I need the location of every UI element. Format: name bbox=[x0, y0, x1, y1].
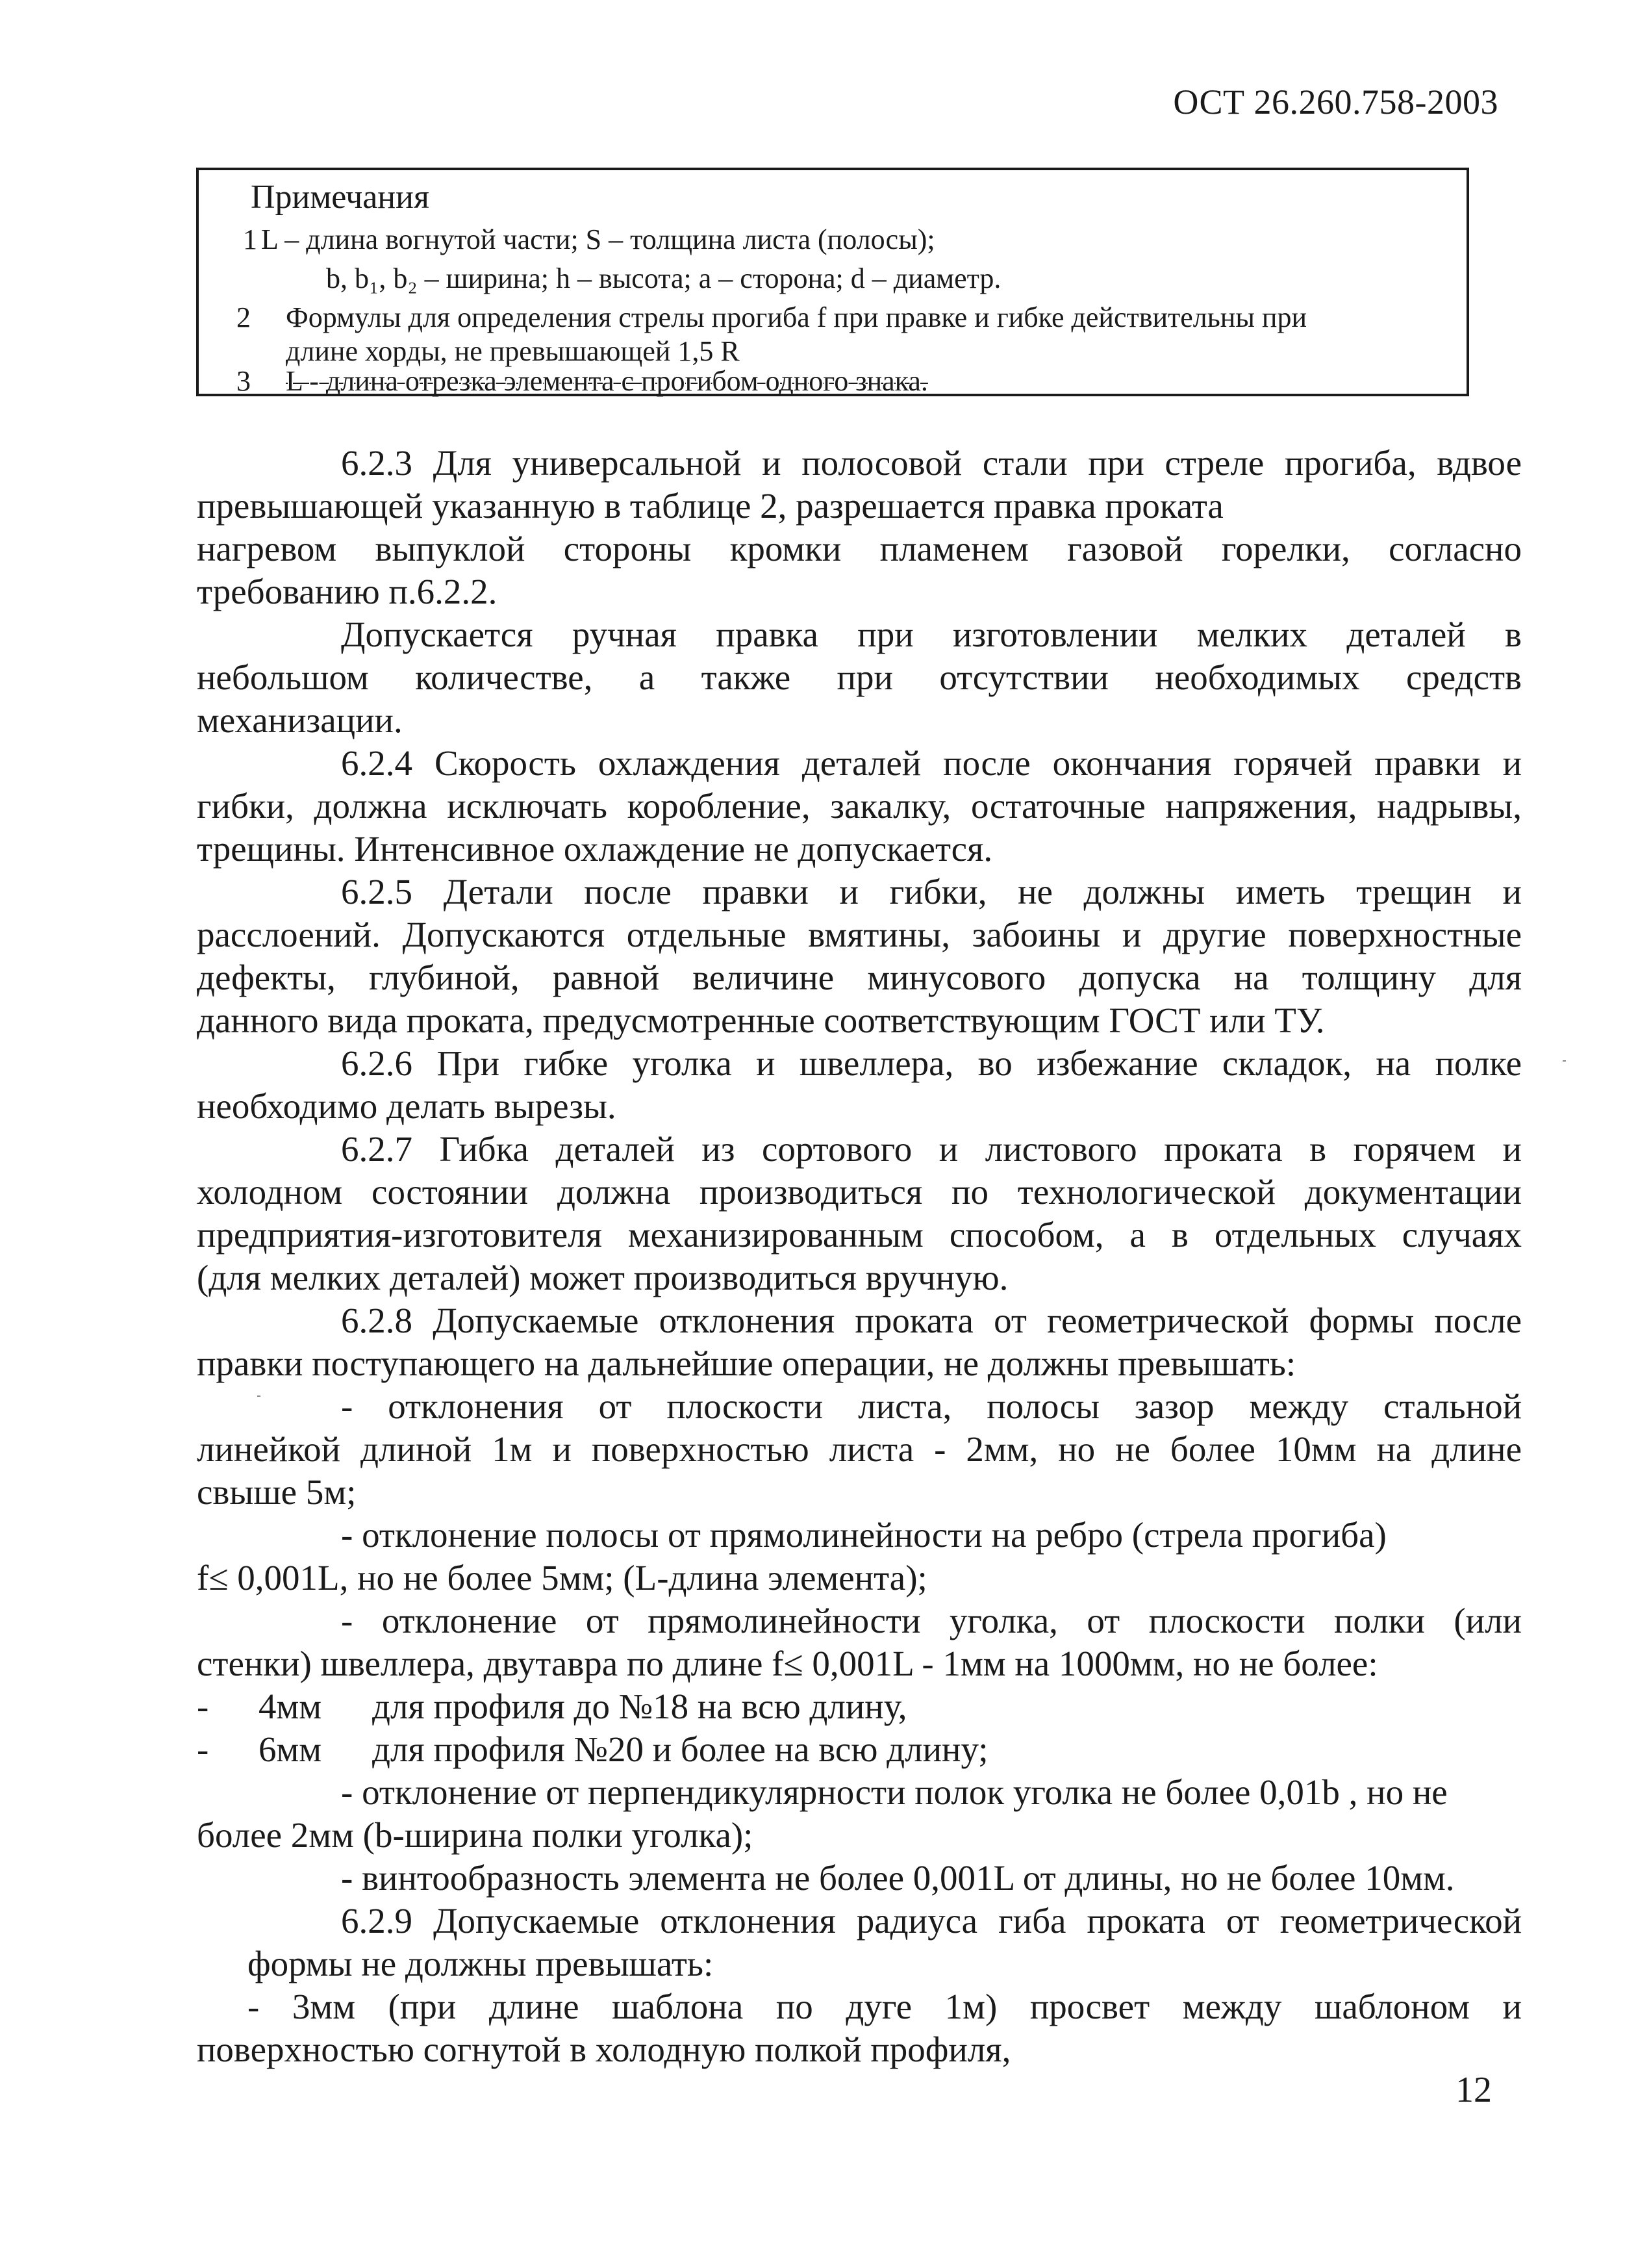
paragraph-6-2-4-line: гибки, должна исключать коробление, закалку, остаточные напряжения, надрывы, bbox=[197, 786, 1522, 826]
note-text: b, b₁, b₂ – ширина; h – высота; a – сторона; d – диаметр. bbox=[326, 262, 1001, 294]
notes-title: Примечания bbox=[251, 179, 429, 216]
radius-item-line: поверхностью согнутой в холодную полкой профиля, bbox=[197, 2030, 1011, 2069]
paragraph-6-2-5-line: расслоений. Допускаются отдельные вмятины, забоины и другие поверхностные bbox=[197, 915, 1522, 954]
paragraph-manual-line: механизации. bbox=[197, 700, 403, 740]
paragraph-6-2-6-line: 6.2.6 При гибке уголка и швеллера, во избежание складок, на полке bbox=[341, 1043, 1522, 1083]
paragraph-6-2-7-line: (для мелких деталей) может производиться вручную. bbox=[197, 1258, 1009, 1297]
note-text: L – длина вогнутой части; S – толщина листа (полосы); bbox=[261, 223, 935, 255]
deviation-item-line: линейкой длиной 1м и поверхностью листа - 2мм, но не более 10мм на длине bbox=[197, 1429, 1522, 1469]
tolerance-text: для профиля №20 и более на всю длину; bbox=[372, 1729, 989, 1769]
paragraph-6-2-4-line: трещины. Интенсивное охлаждение не допускается. bbox=[197, 829, 993, 869]
radius-item-line: - 3мм (при длине шаблона по дуге 1м) просвет между шаблоном и bbox=[247, 1987, 1522, 2026]
note-number: 2 bbox=[236, 301, 251, 333]
deviation-item-line: - отклонение от перпендикулярности полок уголка не более 0,01b , но не bbox=[341, 1772, 1448, 1812]
paragraph-6-2-3-line: требованию п.6.2.2. bbox=[197, 572, 498, 611]
note-number: 3 bbox=[236, 365, 251, 397]
paragraph-6-2-4-line: 6.2.4 Скорость охлаждения деталей после окончания горячей правки и bbox=[341, 743, 1522, 783]
profile-tolerance-item bbox=[197, 1728, 1522, 1771]
paragraph-6-2-7-line: холодном состоянии должна производиться по технологической документации bbox=[197, 1172, 1522, 1212]
paragraph-6-2-5-line: дефекты, глубиной, равной величине минусового допуска на толщину для bbox=[197, 958, 1522, 997]
deviation-item-line: - отклонение полосы от прямолинейности на ребро (стрела прогиба) bbox=[341, 1515, 1387, 1555]
deviation-item-line: - отклонения от плоскости листа, полосы зазор между стальной bbox=[341, 1386, 1522, 1426]
scan-speck bbox=[257, 1395, 260, 1397]
deviation-item-line: стенки) швеллера, двутавра по длине f≤ 0,001L - 1мм на 1000мм, но не более: bbox=[197, 1644, 1378, 1683]
tolerance-value: 4мм bbox=[258, 1687, 322, 1726]
paragraph-6-2-5-line: 6.2.5 Детали после правки и гибки, не должны иметь трещин и bbox=[341, 872, 1522, 911]
paragraph-manual-line: небольшом количестве, а также при отсутствии необходимых средств bbox=[197, 657, 1522, 697]
paragraph-6-2-3-line: нагревом выпуклой стороны кромки пламенем газовой горелки, согласно bbox=[197, 529, 1522, 568]
deviation-item-line: свыше 5м; bbox=[197, 1472, 357, 1512]
paragraph-6-2-9-line: 6.2.9 Допускаемые отклонения радиуса гиба проката от геометрической bbox=[341, 1901, 1522, 1941]
page-number: 12 bbox=[1455, 2070, 1492, 2110]
paragraph-6-2-5-line: данного вида проката, предусмотренные соответствующим ГОСТ или ТУ. bbox=[197, 1000, 1325, 1040]
paragraph-6-2-9-line: формы не должны превышать: bbox=[247, 1944, 714, 1983]
deviation-item-line: - винтообразность элемента не более 0,001L от длины, но не более 10мм. bbox=[341, 1858, 1455, 1898]
profile-tolerance-item bbox=[197, 1685, 1522, 1728]
note-text: Формулы для определения стрелы прогиба f при правке и гибке действительны при bbox=[286, 301, 1307, 333]
note-text: L - длина отрезка элемента с прогибом одного знака. bbox=[286, 365, 928, 397]
dash-marker: - bbox=[197, 1687, 209, 1726]
dash-marker: - bbox=[197, 1729, 209, 1769]
deviation-item-line: f≤ 0,001L, но не более 5мм; (L-длина элемента); bbox=[197, 1558, 927, 1598]
paragraph-6-2-6-line: необходимо делать вырезы. bbox=[197, 1086, 616, 1126]
note-text: длине хорды, не превышающей 1,5 R bbox=[286, 335, 740, 367]
scan-speck bbox=[1563, 1060, 1566, 1062]
document-code: ОСТ 26.260.758-2003 bbox=[1173, 83, 1498, 121]
paragraph-6-2-8-line: 6.2.8 Допускаемые отклонения проката от геометрической формы после bbox=[341, 1301, 1522, 1340]
tolerance-text: для профиля до №18 на всю длину, bbox=[372, 1687, 907, 1726]
paragraph-6-2-7-line: 6.2.7 Гибка деталей из сортового и листового проката в горячем и bbox=[341, 1129, 1522, 1169]
note-number: 1 bbox=[243, 223, 257, 255]
paragraph-6-2-8-line: правки поступающего на дальнейшие операции, не должны превышать: bbox=[197, 1344, 1296, 1383]
body-text bbox=[197, 442, 1522, 2071]
deviation-item-line: - отклонение от прямолинейности уголка, от плоскости полки (или bbox=[341, 1601, 1522, 1640]
notes-box bbox=[196, 168, 1469, 396]
paragraph-6-2-7-line: предприятия-изготовителя механизированным способом, а в отдельных случаях bbox=[197, 1215, 1522, 1255]
paragraph-manual-line: Допускается ручная правка при изготовлении мелких деталей в bbox=[341, 615, 1522, 654]
paragraph-6-2-3-line: 6.2.3 Для универсальной и полосовой стали при стреле прогиба, вдвое bbox=[341, 443, 1522, 483]
paragraph-6-2-3-line: превышающей указанную в таблице 2, разрешается правка проката bbox=[197, 486, 1224, 526]
tolerance-value: 6мм bbox=[258, 1729, 322, 1769]
deviation-item-line: более 2мм (b-ширина полки уголка); bbox=[197, 1815, 753, 1855]
